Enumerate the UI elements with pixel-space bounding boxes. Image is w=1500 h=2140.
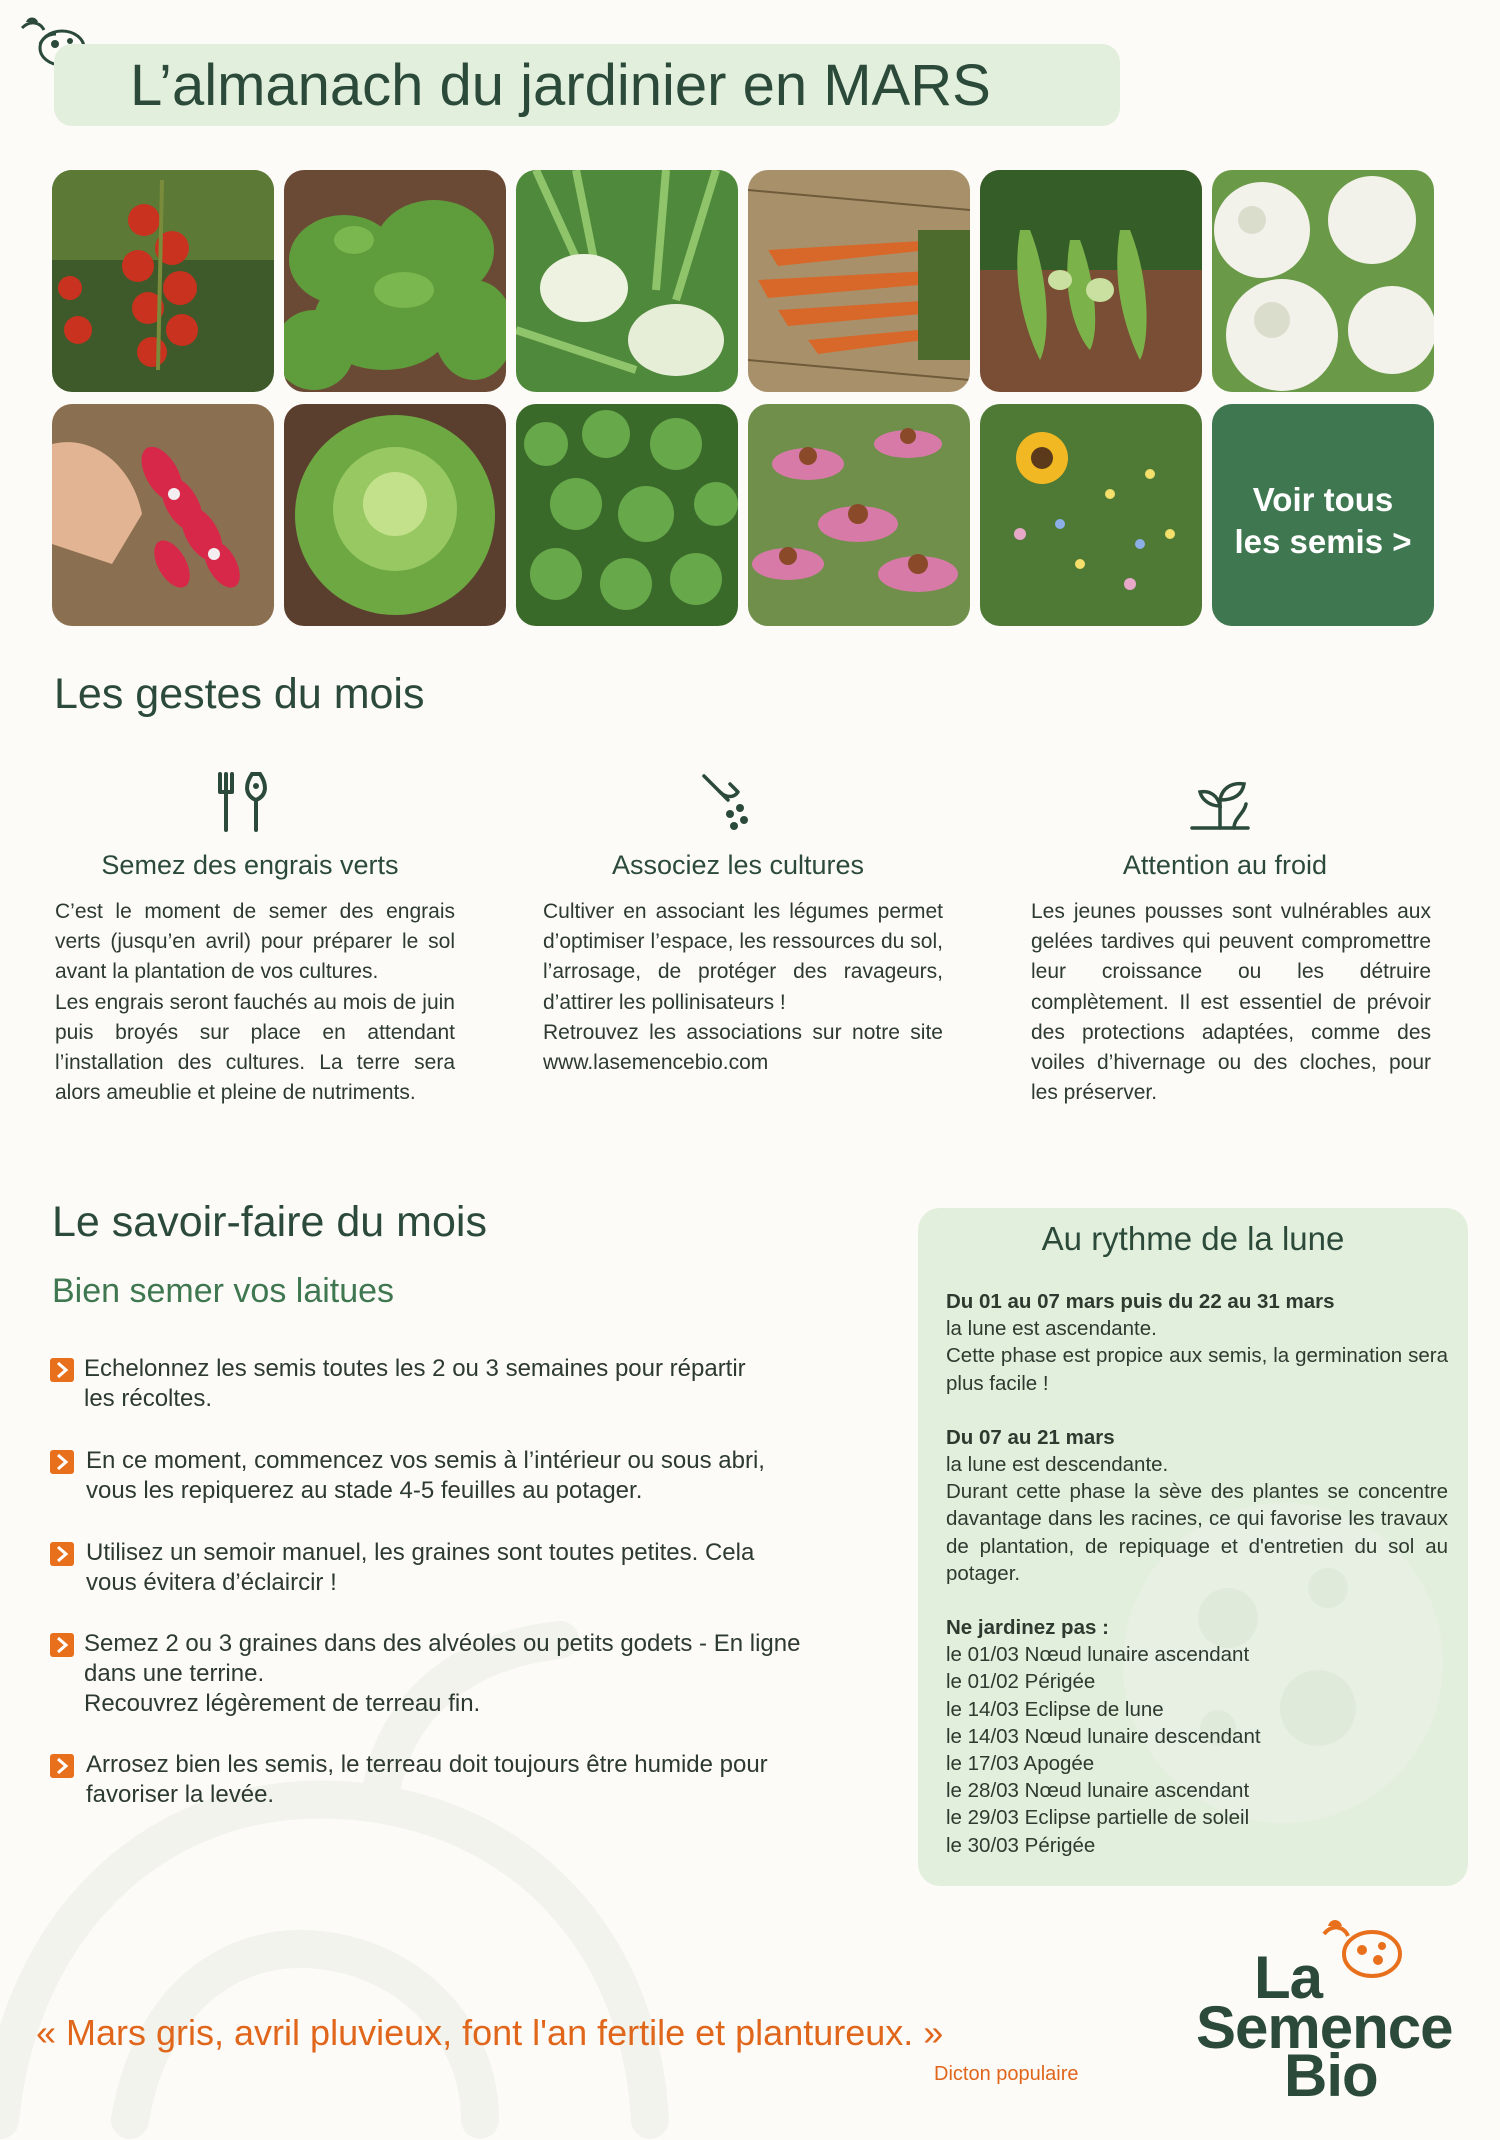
ladybug-logo-icon (1316, 1916, 1406, 1980)
avoid-block: Ne jardinez pas : le 01/03 Nœud lunaire ascendant le 01/02 Périgée le 14/03 Eclipse de lune le 14/03 Nœud lunaire descendant le 17/03 Apogée le 28/03 Nœud lunaire ascendant le 29/03 Eclipse partielle de soleil le 30/03 Périgée (946, 1614, 1448, 1859)
gesture-1-text: C’est le moment de semer des engrais verts (jusqu’en avril) pour préparer le sol avant la plantation de vos cultures. Les engrais seront fauchés au mois de juin puis broyés sur place en attendant l’installation des cultures. La terre sera alors ameublie et pleine de nutriments. (55, 900, 455, 1105)
list-item: le 01/02 Périgée (946, 1670, 1096, 1694)
echinacea-flowers-photo (748, 404, 970, 626)
chevron-right-icon (50, 1542, 74, 1566)
brand-logo[interactable]: La Semence Bio (1196, 1916, 1466, 2096)
sunflower-wildflowers-photo (980, 404, 1202, 626)
moon-title: Au rythme de la lune (1041, 1220, 1345, 1257)
gesture-2-text: Cultiver en associant les légumes permet d’optimiser l’espace, les ressources du sol, l’arrosage, de protéger des ravageurs, d’attirer les pollinisateurs ! Retrouvez les associations sur notre site www.lasemencebio.com (543, 900, 943, 1075)
see-all-sowings-label: Voir tous les semis > (1234, 480, 1412, 560)
tile-lettuce[interactable] (284, 404, 506, 626)
ascending-block: Du 01 au 07 mars puis du 22 au 31 mars la lune est ascendante. Cette phase est propice aux semis, la germination sera plus facile ! (946, 1290, 1448, 1395)
chevron-right-icon (50, 1450, 74, 1474)
tile-echinacea[interactable] (748, 404, 970, 626)
list-item: le 29/03 Eclipse partielle de soleil (946, 1806, 1250, 1830)
tile-sunflower[interactable] (980, 404, 1202, 626)
gesture-1-title: Semez des engrais verts (101, 850, 399, 880)
tile-spinach[interactable] (284, 170, 506, 392)
tile-radishes[interactable] (52, 404, 274, 626)
descending-block: Du 07 au 21 mars la lune est descendante. Durant cette phase la sève des plantes se concentre davantage dans les racines, ce qui favorise les travaux de plantation, de repiquage et d'entretien du sol au potager. (946, 1425, 1448, 1585)
gesture-2-title: Associez les cultures (611, 850, 865, 880)
seedling-cloche-icon (1188, 770, 1252, 834)
gesture-3-title: Attention au froid (1122, 850, 1328, 880)
tile-carrots[interactable] (748, 170, 970, 392)
know-how-subtitle: Bien semer vos laitues (52, 1272, 395, 1310)
page-title: L’almanach du jardinier en MARS (130, 53, 991, 118)
list-item: le 14/03 Eclipse de lune (946, 1697, 1164, 1721)
proverb-quote: « Mars gris, avril pluvieux, font l'an fertile et plantureux. » (36, 2012, 944, 2053)
tile-fennel[interactable] (516, 170, 738, 392)
tile-cherry-tomatoes[interactable] (52, 170, 274, 392)
list-item: le 17/03 Apogée (946, 1752, 1095, 1776)
list-item: le 28/03 Nœud lunaire ascendant (946, 1779, 1250, 1803)
fennel-photo (516, 170, 738, 392)
moon-calendar-panel (918, 1208, 1468, 1886)
garden-tools-icon (212, 770, 276, 834)
coriander-photo (516, 404, 738, 626)
hand-sowing-seeds-icon (700, 770, 764, 834)
seed-gallery (52, 170, 1448, 628)
moon-body (946, 1288, 1448, 1859)
know-how-title: Le savoir-faire du mois (52, 1198, 487, 1246)
see-all-sowings-button[interactable] (1212, 404, 1434, 626)
gestures-title: Les gestes du mois (54, 670, 425, 718)
chevron-right-icon (50, 1633, 74, 1657)
list-item: le 14/03 Nœud lunaire descendant (946, 1724, 1261, 1748)
tile-white-onions[interactable] (1212, 170, 1434, 392)
radishes-photo (52, 404, 274, 626)
spinach-photo (284, 170, 506, 392)
list-item: le 30/03 Périgée (946, 1833, 1096, 1857)
tile-broad-beans[interactable] (980, 170, 1202, 392)
broad-beans-photo (980, 170, 1202, 392)
list-item: le 01/03 Nœud lunaire ascendant (946, 1643, 1250, 1667)
chevron-right-icon (50, 1358, 74, 1382)
cherry-tomatoes-photo (52, 170, 274, 392)
carrots-photo (748, 170, 970, 392)
gesture-3-text: Les jeunes pousses sont vulnérables aux gelées tardives qui peuvent compromettre leur croissance ou les détruire complètement. Il est essentiel de prévoir des protections adaptées, comme des voiles d’hivernage ou des cloches, pour les préserver. (1031, 900, 1431, 1105)
proverb-source: Dicton populaire (934, 2063, 1079, 2085)
tile-coriander[interactable] (516, 404, 738, 626)
lettuce-photo (284, 404, 506, 626)
white-onions-photo (1212, 170, 1434, 392)
chevron-right-icon (50, 1754, 74, 1778)
